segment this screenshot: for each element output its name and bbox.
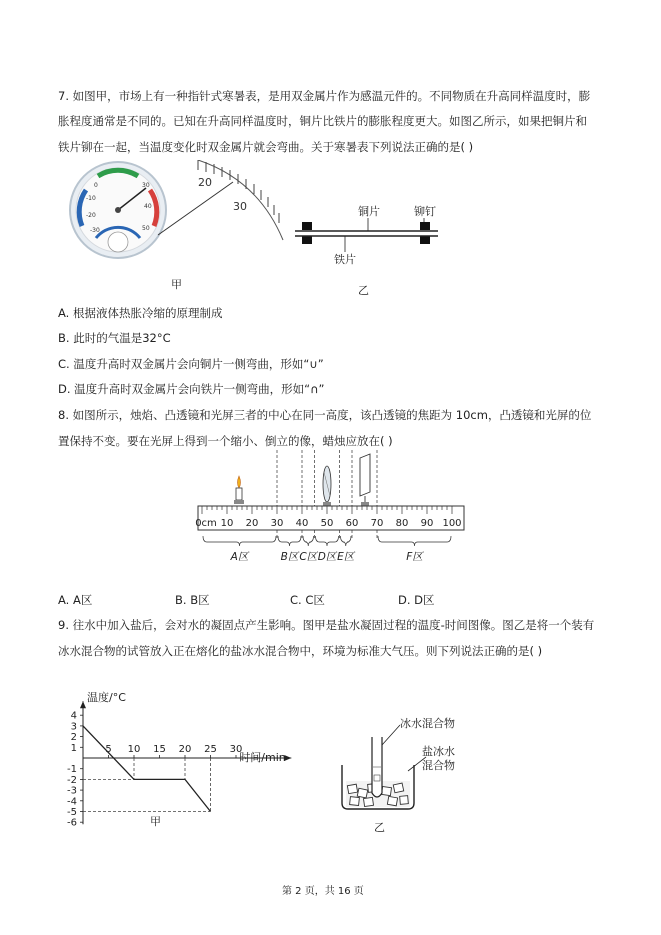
zone-label-f: F区 xyxy=(406,551,423,563)
q7-option-a[interactable]: A. 根据液体热胀冷缩的原理制成 xyxy=(58,306,223,320)
tick-label: 50 xyxy=(320,518,334,529)
y-tick-label: -3 xyxy=(67,785,77,797)
dial-scale-closeup xyxy=(158,160,283,240)
svg-text:-10: -10 xyxy=(86,195,96,202)
q7-option-b[interactable]: B. 此时的气温是32°C xyxy=(58,331,171,345)
convex-lens-icon xyxy=(323,466,331,506)
label-rivet: 铆钉 xyxy=(414,205,436,218)
page-footer: 第 2 页，共 16 页 xyxy=(282,886,364,897)
thermometer-icon xyxy=(70,162,166,258)
tick-label: 90 xyxy=(420,518,434,529)
q9-line-1: 9. 往水中加入盐后，会对水的凝固点产生影响。图甲是盐水凝固过程的温度-时间图像。图乙是将一个装有 xyxy=(58,618,595,632)
svg-text:-30: -30 xyxy=(90,227,100,234)
tick-label: 30 xyxy=(270,518,284,529)
q9-line-2: 冰水混合物的试管放入正在熔化的盐冰水混合物中，环境为标准大气压。则下列说法正确的是( ) xyxy=(58,644,543,658)
y-tick-label: -1 xyxy=(67,764,77,776)
q8-option-c[interactable]: C. C区 xyxy=(290,593,325,607)
tick-label: 60 xyxy=(345,518,359,529)
q8-line-2: 置保持不变。要在光屏上得到一个缩小、倒立的像，蜡烛应放在( ) xyxy=(58,434,393,448)
zone-brace xyxy=(278,536,301,546)
dial-label-20: 20 xyxy=(198,176,212,189)
y-tick-label: -6 xyxy=(67,817,77,829)
q9-figure-yi xyxy=(330,705,475,835)
q7-fig-yi-label: 乙 xyxy=(358,284,369,297)
zone-brace xyxy=(203,536,276,546)
zone-labels xyxy=(230,551,425,563)
svg-text:30: 30 xyxy=(142,182,150,189)
light-screen-icon xyxy=(360,454,370,506)
q8-option-b[interactable]: B. B区 xyxy=(175,593,210,607)
svg-text:40: 40 xyxy=(144,203,152,210)
label-salt-ice-water-2: 混合物 xyxy=(422,759,455,772)
zone-label-d: D区 xyxy=(317,551,337,563)
zone-brace xyxy=(303,536,314,546)
q8-optical-bench xyxy=(190,448,475,576)
q9-fig-yi-label: 乙 xyxy=(374,821,385,834)
x-axis-label: 时间/min xyxy=(239,751,286,764)
zone-braces xyxy=(203,536,451,546)
x-tick-label: 30 xyxy=(229,744,243,755)
series-line xyxy=(83,726,211,812)
tick-label: 10 xyxy=(220,518,234,529)
test-tube-icon xyxy=(372,737,382,797)
q8-option-d[interactable]: D. D区 xyxy=(398,593,435,607)
zone-brace xyxy=(341,536,352,546)
tick-label: 0cm xyxy=(195,518,217,529)
y-tick-label: 4 xyxy=(70,710,77,722)
dashed-guides xyxy=(83,758,211,812)
y-ticks xyxy=(67,711,83,829)
y-axis-label: 温度/°C xyxy=(87,691,126,705)
tick-label: 40 xyxy=(295,518,309,529)
svg-text:-20: -20 xyxy=(86,212,96,219)
q7-line-2: 胀程度通常是不同的。已知在升高同样温度时，铜片比铁片的膨胀程度更大。如图乙所示，如果把铜片和 xyxy=(58,114,587,128)
y-tick-label: 1 xyxy=(70,742,77,754)
q7-option-d[interactable]: D. 温度升高时双金属片会向铁片一侧弯曲，形如“∩” xyxy=(58,382,325,396)
zone-label-e: E区 xyxy=(337,551,355,563)
x-tick-label: 15 xyxy=(153,744,166,755)
zone-label-b: B区 xyxy=(280,551,299,563)
svg-text:50: 50 xyxy=(142,225,150,232)
svg-text:0: 0 xyxy=(94,182,98,189)
dial-label-30: 30 xyxy=(233,200,247,213)
y-tick-label: 3 xyxy=(70,721,77,733)
label-copper: 铜片 xyxy=(358,205,380,218)
tick-label: 20 xyxy=(245,518,259,529)
label-iron: 铁片 xyxy=(334,253,356,266)
tick-label: 80 xyxy=(395,518,409,529)
q8-option-a[interactable]: A. A区 xyxy=(58,593,93,607)
y-tick-label: 2 xyxy=(70,732,77,744)
zone-label-a: A区 xyxy=(230,551,249,563)
q7-line-1: 7. 如图甲，市场上有一种指针式寒暑表，是用双金属片作为感温元件的。不同物质在升高同样温度时，膨 xyxy=(58,89,591,103)
x-tick-label: 20 xyxy=(178,744,192,755)
rivet-left xyxy=(302,222,312,230)
q7-figure-jia xyxy=(58,160,298,295)
rivet-right-lower xyxy=(420,236,430,244)
y-tick-label: -5 xyxy=(67,807,77,818)
q9-fig-jia-label: 甲 xyxy=(150,815,161,828)
q9-temperature-chart xyxy=(55,665,345,830)
x-tick-label: 10 xyxy=(127,744,141,755)
x-tick-label: 5 xyxy=(105,744,112,755)
q7-figure-yi xyxy=(290,200,450,300)
x-ticks xyxy=(105,744,242,758)
zone-brace xyxy=(316,536,339,546)
label-ice-water-mixture: 冰水混合物 xyxy=(400,717,455,730)
tick-label: 70 xyxy=(370,518,384,529)
q7-fig-jia-label: 甲 xyxy=(171,278,182,291)
label-salt-ice-water-1: 盐冰水 xyxy=(422,745,455,758)
y-tick-label: -2 xyxy=(67,774,77,786)
q8-line-1: 8. 如图所示，烛焰、凸透镜和光屏三者的中心在同一高度，该凸透镜的焦距为 10cm，凸透镜和光屏的位 xyxy=(58,408,592,422)
rivet-right xyxy=(420,222,430,230)
zone-label-c: C区 xyxy=(299,551,318,563)
rivet-right-bottom xyxy=(302,236,312,244)
candle-icon xyxy=(234,476,244,504)
y-axis-arrow xyxy=(80,701,86,708)
zone-brace xyxy=(378,536,451,546)
x-tick-label: 25 xyxy=(204,744,217,755)
q7-line-3: 铁片铆在一起，当温度变化时双金属片就会弯曲。关于寒暑表下列说法正确的是( ) xyxy=(58,140,474,154)
tick-label: 100 xyxy=(442,518,462,529)
y-tick-label: -4 xyxy=(67,796,77,808)
q7-option-c[interactable]: C. 温度升高时双金属片会向铜片一侧弯曲，形如“∪” xyxy=(58,357,324,371)
